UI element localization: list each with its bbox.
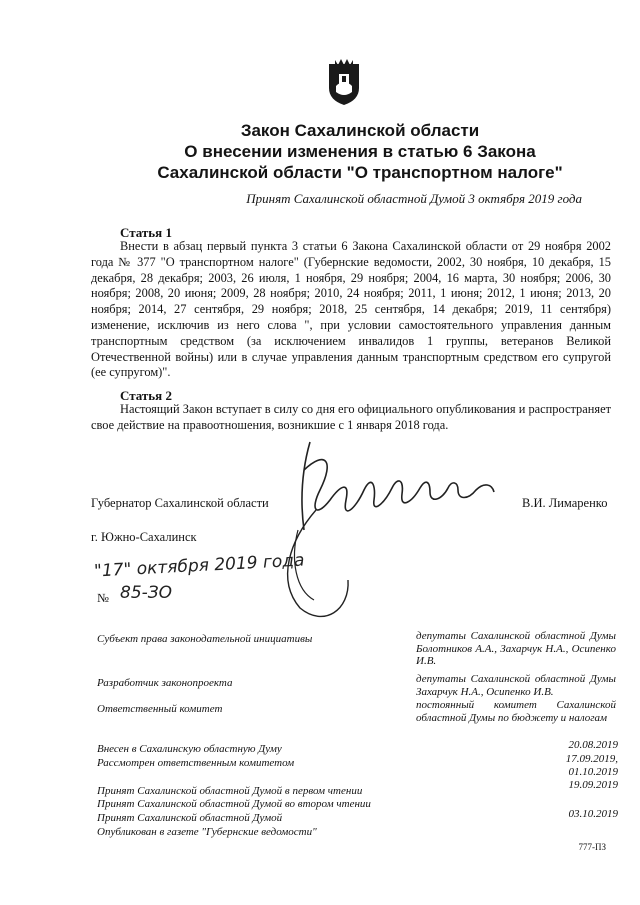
adoption-note: Принят Сахалинской областной Думой 3 октября 2019 года (246, 191, 582, 206)
final-adoption-label: Принят Сахалинской областной Думой (97, 812, 283, 824)
reviewed-date-2: 01.10.2019 (568, 766, 618, 778)
article-1-heading: Статья 1 (120, 225, 172, 240)
first-reading-label: Принят Сахалинской областной Думой в первом чтении (97, 785, 363, 797)
initiative-subject-value: депутаты Сахалинской областной Думы Болотников А.А., Захарчук Н.А., Осипенко И.В. (416, 630, 616, 667)
law-title-line-2: О внесении изменения в статью 6 Закона (184, 142, 536, 161)
submitted-label: Внесен в Сахалинскую областную Думу (97, 743, 282, 755)
final-adoption-date: 03.10.2019 (568, 808, 618, 820)
form-code: 777-ПЗ (578, 842, 606, 852)
handwritten-signature (280, 430, 520, 630)
developer-value: депутаты Сахалинской областной Думы Захарчук Н.А., Осипенко И.В. (416, 673, 616, 698)
coat-of-arms-emblem (327, 56, 361, 106)
second-reading-label: Принят Сахалинской областной Думой во втором чтении (97, 798, 371, 810)
published-label: Опубликован в газете "Губернские ведомости" (97, 826, 317, 838)
governor-name: В.И. Лимаренко (522, 496, 608, 510)
law-title-line-1: Закон Сахалинской области (240, 121, 480, 140)
signing-city: г. Южно-Сахалинск (91, 530, 197, 544)
signing-date-handwritten: "17" октября 2019 года (93, 550, 305, 582)
law-number-prefix: № (97, 591, 109, 605)
developer-label: Разработчик законопроекта (97, 677, 233, 689)
article-2-text (91, 402, 611, 434)
law-title-line-3: Сахалинской области "О транспортном налоге" (157, 163, 563, 182)
article-2-heading: Статья 2 (120, 388, 172, 403)
article-2-body: Настоящий Закон вступает в силу со дня его официального опубликования и распространяет свое действие на правоотношения, возникшие с 1 января 2018 года. (91, 402, 611, 432)
submitted-date: 20.08.2019 (568, 739, 618, 751)
initiative-subject-label: Субъект права законодательной инициативы (97, 633, 313, 645)
law-number-handwritten: 85-ЗО (120, 583, 173, 603)
committee-value: постоянный комитет Сахалинской областной Думы по бюджету и налогам (416, 699, 616, 724)
committee-label: Ответственный комитет (97, 703, 223, 715)
reviewed-label: Рассмотрен ответственным комитетом (97, 757, 295, 769)
governor-position: Губернатор Сахалинской области (91, 496, 269, 510)
first-reading-date: 19.09.2019 (568, 779, 618, 791)
reviewed-date-1: 17.09.2019, (565, 753, 618, 765)
article-1-body: Внести в абзац первый пункта 3 статьи 6 Закона Сахалинской области от 29 ноября 2002 года № 377 "О транспортном налоге" (Губернские ведомости, 2002, 30 ноября, 10 декабря, 15 декабря, 28 декабря; 2003, 26 июля, 1 ноября, 29 ноября; 2004, 16 марта, 30 ноября; 2006, 30 ноября; 2008, 20 июня; 2009, 28 ноября; 2010, 24 ноября; 2011, 1 июня; 2012, 1 июня; 2013, 20 ноября; 2014, 27 сентября, 29 ноября; 2018, 25 сентября, 14 декабря; 2019, 11 сентября) изменение, исключив из него слова ", при условии самостоятельного управления данным транспортным средством (за исключением инвалидов 1 группы, ветеранов Великой Отечественной войны) или в случае управления данным транспортным средством его супругой (ее супругом)". (91, 239, 611, 380)
article-1-text (91, 239, 611, 381)
